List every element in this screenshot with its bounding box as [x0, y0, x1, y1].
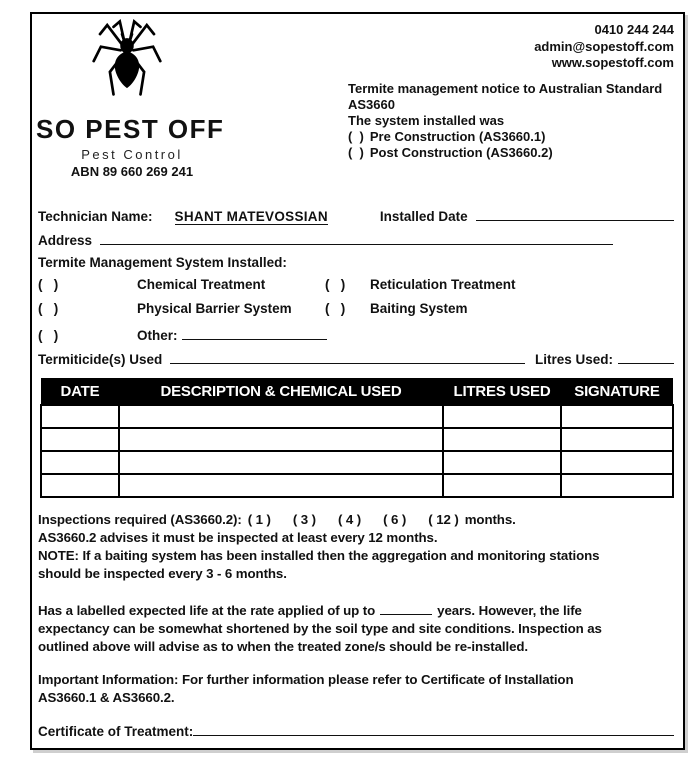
column-header-litres: LITRES USED — [443, 378, 561, 405]
inspections-prefix: Inspections required (AS3660.2): — [38, 512, 242, 527]
other-field[interactable] — [182, 325, 327, 340]
pre-construction-checkbox[interactable]: ( ) — [348, 129, 364, 144]
baiting-system-label: Baiting System — [370, 301, 468, 316]
litres-used-label: Litres Used: — [534, 352, 613, 367]
address-row — [38, 230, 613, 248]
table-cell[interactable] — [41, 451, 119, 474]
chemical-treatment-checkbox[interactable]: ( ) — [38, 277, 59, 292]
table-cell[interactable] — [119, 405, 443, 428]
chemical-treatment-label: Chemical Treatment — [137, 277, 266, 292]
column-header-signature: SIGNATURE — [561, 378, 673, 405]
inspection-interval-1[interactable]: ( 1 ) — [247, 512, 271, 527]
address-field[interactable] — [100, 230, 613, 245]
column-header-description: DESCRIPTION & CHEMICAL USED — [119, 378, 443, 405]
website-url: www.sopestoff.com — [551, 55, 674, 70]
spider-icon — [82, 14, 172, 110]
table-cell[interactable] — [561, 405, 673, 428]
expected-life-text: years. However, the life — [437, 603, 582, 618]
address-label: Address — [38, 233, 93, 248]
table-cell[interactable] — [41, 428, 119, 451]
column-header-date: DATE — [41, 378, 119, 405]
table-cell[interactable] — [41, 405, 119, 428]
notice-line: The system installed was — [348, 113, 505, 128]
termiticide-field[interactable] — [170, 349, 525, 364]
expected-life-line: outlined above will advise as to when the treated zone/s should be re-installed. — [38, 639, 528, 654]
contact-block — [534, 22, 674, 72]
important-information — [38, 671, 573, 707]
inspections-note-line: should be inspected every 3 - 6 months. — [38, 566, 287, 581]
important-information-line: Important Information: For further information please refer to Certificate of Installation — [38, 672, 574, 687]
inspections-suffix: months. — [464, 512, 516, 527]
other-label: Other: — [137, 328, 178, 343]
certificate-label: Certificate of Treatment: — [38, 724, 194, 739]
post-construction-option — [348, 145, 662, 161]
table-cell[interactable] — [119, 451, 443, 474]
inspection-interval-6[interactable]: ( 6 ) — [383, 512, 407, 527]
treatment-table-body — [41, 405, 673, 497]
table-cell[interactable] — [443, 474, 561, 497]
expected-life-line — [38, 601, 602, 620]
installed-date-label: Installed Date — [379, 209, 468, 224]
inspections-note-line: NOTE: If a baiting system has been installed then the aggregation and monitoring stations — [38, 548, 600, 563]
other-checkbox[interactable]: ( ) — [38, 328, 59, 343]
expected-life-line: expectancy can be somewhat shortened by the soil type and site conditions. Inspection as — [38, 621, 602, 636]
table-cell[interactable] — [561, 474, 673, 497]
technician-name-label: Technician Name: — [38, 209, 153, 224]
expected-life-text: Has a labelled expected life at the rate applied of up to — [38, 603, 376, 618]
important-information-line: AS3660.1 & AS3660.2. — [38, 690, 175, 705]
certificate-row — [38, 721, 674, 739]
inspections-advice: AS3660.2 advises it must be inspected at least every 12 months. — [38, 530, 438, 545]
reticulation-treatment-label: Reticulation Treatment — [370, 277, 516, 292]
system-option-row — [38, 325, 327, 343]
post-construction-label: Post Construction (AS3660.2) — [369, 145, 553, 160]
expected-life-paragraph — [38, 601, 602, 656]
expected-life-years-field[interactable] — [380, 601, 432, 615]
form-page — [30, 12, 685, 750]
table-cell[interactable] — [443, 405, 561, 428]
post-construction-checkbox[interactable]: ( ) — [348, 145, 364, 160]
inspection-interval-4[interactable]: ( 4 ) — [337, 512, 362, 527]
phone-number: 0410 244 244 — [594, 22, 674, 37]
system-option-row — [38, 277, 516, 292]
physical-barrier-checkbox[interactable]: ( ) — [38, 301, 59, 316]
baiting-system-checkbox[interactable]: ( ) — [325, 301, 346, 316]
installed-date-field[interactable] — [476, 206, 674, 221]
table-row — [41, 451, 673, 474]
pre-construction-option — [348, 129, 662, 145]
table-cell[interactable] — [119, 428, 443, 451]
certificate-field[interactable] — [193, 721, 674, 736]
table-cell[interactable] — [561, 428, 673, 451]
pre-construction-label: Pre Construction (AS3660.1) — [369, 129, 546, 144]
system-option-row — [38, 301, 468, 316]
notice-line: Termite management notice to Australian Standard — [348, 81, 663, 96]
table-cell[interactable] — [119, 474, 443, 497]
inspection-interval-12[interactable]: ( 12 ) — [428, 512, 459, 527]
table-cell[interactable] — [443, 451, 561, 474]
notice-line: AS3660 — [348, 97, 395, 112]
treatment-table — [40, 378, 674, 498]
system-section-title: Termite Management System Installed: — [38, 255, 287, 270]
email-address: admin@sopestoff.com — [534, 38, 674, 54]
table-cell[interactable] — [561, 451, 673, 474]
inspection-interval-3[interactable]: ( 3 ) — [292, 512, 316, 527]
table-header-row — [41, 378, 673, 405]
table-cell[interactable] — [443, 428, 561, 451]
litres-used-field[interactable] — [618, 349, 674, 364]
inspections-line — [38, 511, 599, 529]
physical-barrier-label: Physical Barrier System — [137, 301, 292, 316]
termiticide-label: Termiticide(s) Used — [38, 352, 163, 367]
table-cell[interactable] — [41, 474, 119, 497]
termiticide-row — [38, 349, 674, 367]
table-row — [41, 405, 673, 428]
table-row — [41, 474, 673, 497]
brand-name: SO PEST OFF — [36, 114, 225, 144]
brand-tagline: Pest Control — [81, 147, 183, 162]
standard-notice — [348, 81, 662, 161]
inspections-paragraph — [38, 511, 599, 583]
technician-name-value[interactable]: SHANT MATEVOSSIAN — [174, 209, 328, 224]
technician-row — [38, 206, 674, 225]
abn-number: ABN 89 660 269 241 — [70, 164, 194, 179]
reticulation-treatment-checkbox[interactable]: ( ) — [325, 277, 346, 292]
table-row — [41, 428, 673, 451]
